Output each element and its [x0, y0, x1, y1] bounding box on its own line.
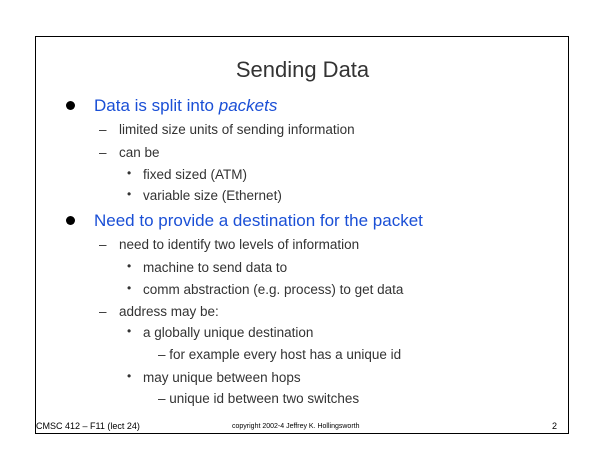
bullet-dot-icon [66, 101, 75, 110]
bullet-destination: Need to provide a destination for the packet [94, 211, 423, 231]
item-unique-hops: • may unique between hops [127, 369, 301, 385]
small-bullet-icon: • [127, 324, 132, 338]
bullet-dot-icon [66, 216, 75, 225]
dash-icon: – [99, 237, 107, 252]
dash-icon: – [99, 304, 107, 319]
subbullet-two-levels: – need to identify two levels of information [99, 237, 360, 252]
footer-course: CMSC 412 – F11 (lect 24) [36, 421, 140, 431]
small-bullet-icon: • [127, 281, 132, 295]
item-machine: • machine to send data to [127, 259, 288, 275]
bullet-text: Data is split into [94, 96, 219, 115]
dash-icon: – [99, 145, 107, 160]
small-bullet-icon: • [127, 187, 132, 201]
slide-title: Sending Data [235, 57, 370, 82]
small-bullet-icon: • [127, 369, 132, 383]
item-variable-size: • variable size (Ethernet) [127, 187, 282, 203]
item-example-host: – for example every host has a unique id [158, 347, 402, 362]
footer-page-number: 2 [552, 421, 558, 431]
item-comm-abstraction: • comm abstraction (e.g. process) to get data [127, 281, 404, 297]
item-unique-switches: – unique id between two switches [158, 391, 360, 406]
footer-copyright: copyright 2002-4 Jeffrey K. Hollingsworth [232, 423, 360, 430]
dash-icon: – [99, 122, 107, 137]
item-fixed-sized: • fixed sized (ATM) [127, 166, 248, 182]
subbullet-address: – address may be: [99, 304, 219, 319]
small-bullet-icon: • [127, 166, 132, 180]
subbullet-limited-size: – limited size units of sending information [99, 122, 355, 137]
small-bullet-icon: • [127, 259, 132, 273]
item-globally-unique: • a globally unique destination [127, 324, 314, 340]
subbullet-can-be: – can be [99, 145, 160, 160]
bullet-emphasis: packets [218, 96, 278, 115]
bullet-packets [94, 96, 277, 116]
